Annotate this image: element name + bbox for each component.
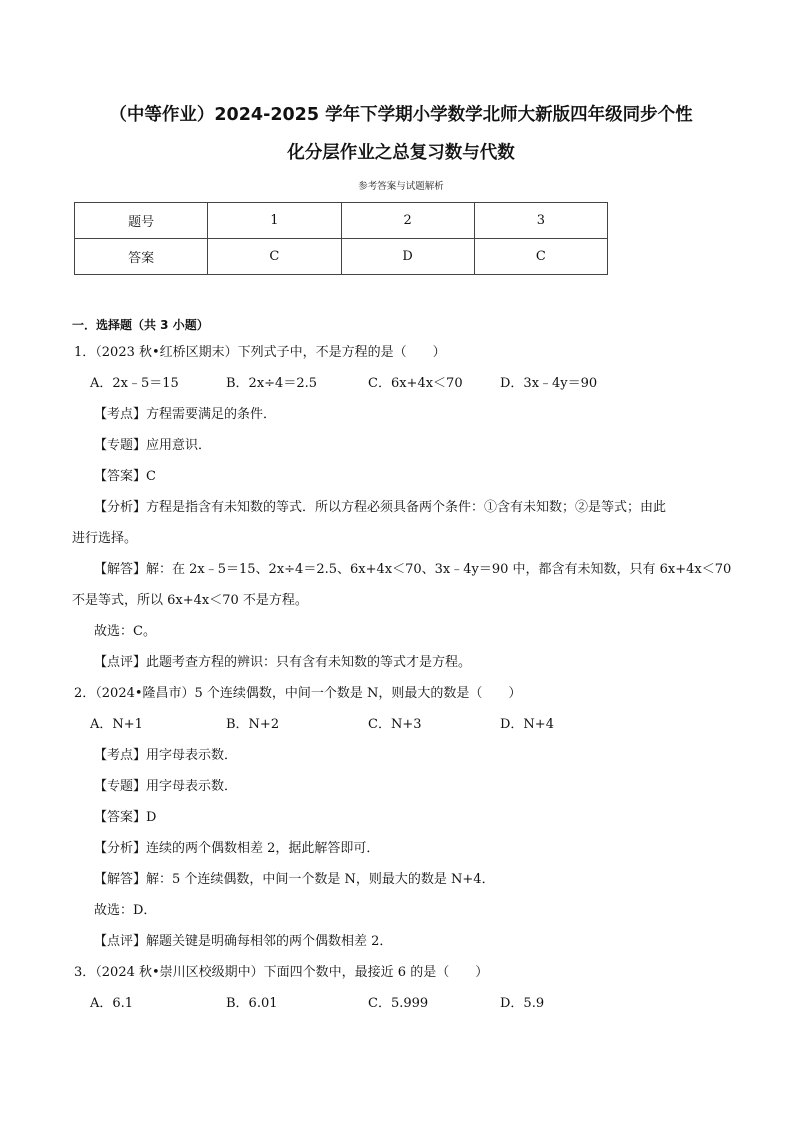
question-2-analysis: 【分析】连续的两个偶数相差 2，据此解答即可．	[94, 841, 380, 856]
question-2-zhuanti: 【专题】用字母表示数．	[94, 779, 238, 794]
answer-table-header-row	[75, 203, 608, 239]
answer-table	[74, 202, 608, 275]
question-3-stem: 3．（2024 秋•崇川区校级期中）下面四个数中，最接近 6 的是（ ）	[74, 965, 489, 980]
question-2-stem: 2．（2024•隆昌市）5 个连续偶数，中间一个数是 N，则最大的数是（ ）	[74, 686, 522, 701]
option-b: B．6.01	[226, 996, 278, 1011]
question-1-kaodian: 【考点】方程需要满足的条件．	[94, 407, 277, 422]
option-c: C．6x+4x＜70	[368, 376, 463, 391]
question-1-solution: 【解答】解：在 2x﹣5＝15、2x÷4＝2.5、6x+4x＜70、3x﹣4y＝90 中，都含有未知数，只有 6x+4x＜70	[94, 562, 732, 577]
doc-subtitle: 参考答案与试题解析	[358, 181, 444, 192]
question-2-answer: 【答案】D	[94, 810, 157, 825]
table-cell: C	[474, 239, 607, 275]
question-1-comment: 【点评】此题考查方程的辨识：只有含有未知数的等式才是方程。	[94, 655, 472, 670]
option-c: C．5.999	[368, 996, 429, 1011]
question-2-options	[80, 709, 722, 740]
option-a: A．6.1	[90, 996, 134, 1011]
question-1-zhuanti: 【专题】应用意识．	[94, 438, 212, 453]
option-a: A．N+1	[90, 717, 143, 732]
question-2-kaodian: 【考点】用字母表示数．	[94, 748, 238, 763]
question-1-analysis: 【分析】方程是指含有未知数的等式．所以方程必须具备两个条件：①含有未知数；②是等式；由此	[94, 500, 667, 515]
option-d: D．N+4	[500, 717, 554, 732]
question-2-choice: 故选：D．	[94, 903, 157, 918]
doc-title-line2: 化分层作业之总复习数与代数	[287, 143, 515, 163]
table-cell: 答案	[75, 239, 208, 275]
option-d: D．3x﹣4y＝90	[500, 376, 598, 391]
option-b: B．2x÷4＝2.5	[226, 376, 317, 391]
table-cell: 1	[208, 203, 341, 239]
table-cell: 2	[341, 203, 474, 239]
table-cell: D	[341, 239, 474, 275]
doc-title-line1: （中等作业）2024-2025 学年下学期小学数学北师大新版四年级同步个性	[109, 105, 693, 125]
option-c: C．N+3	[368, 717, 422, 732]
question-1-answer: 【答案】C	[94, 469, 156, 484]
option-d: D．5.9	[500, 996, 545, 1011]
table-cell: 3	[474, 203, 607, 239]
table-cell: 题号	[75, 203, 208, 239]
question-1-choice: 故选：C。	[94, 624, 156, 639]
question-1-stem: 1．（2023 秋•红桥区期末）下列式子中，不是方程的是（ ）	[74, 345, 446, 360]
option-a: A．2x﹣5＝15	[90, 376, 179, 391]
question-1-solution-cont: 不是等式，所以 6x+4x＜70 不是方程。	[72, 593, 308, 608]
question-3-options	[80, 988, 722, 1019]
answer-table-answer-row	[75, 239, 608, 275]
question-1-analysis-cont: 进行选择。	[72, 531, 138, 546]
question-2-solution: 【解答】解：5 个连续偶数，中间一个数是 N，则最大的数是 N+4．	[94, 872, 495, 887]
table-cell: C	[208, 239, 341, 275]
section-heading: 一．选择题（共 3 小题）	[72, 318, 209, 332]
question-1-options	[80, 368, 722, 399]
question-2-comment: 【点评】解题关键是明确每相邻的两个偶数相差 2．	[94, 934, 393, 949]
option-b: B．N+2	[226, 717, 280, 732]
